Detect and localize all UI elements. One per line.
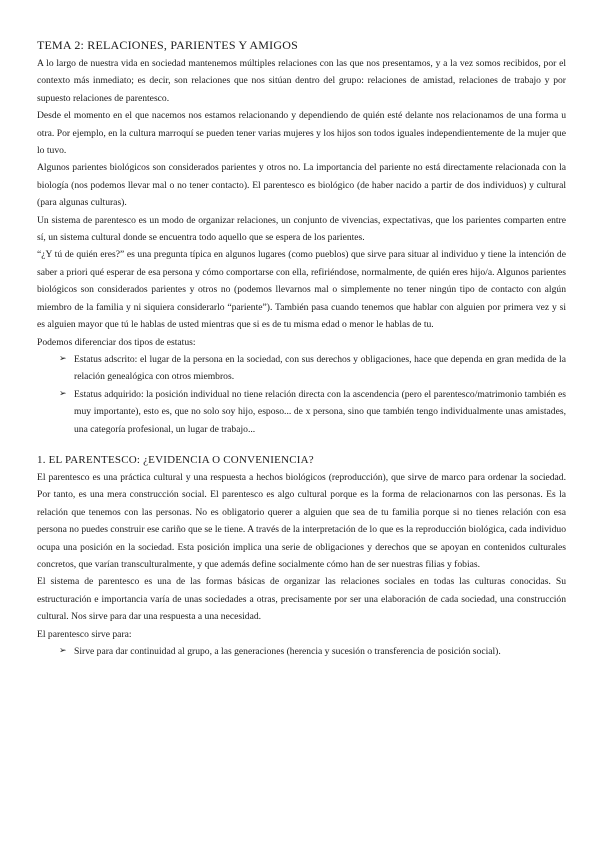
purpose-list (37, 643, 566, 660)
section-spacer (37, 438, 566, 452)
intro-paragraph-2: Desde el momento en el que nacemos nos estamos relacionando y dependiendo de quién esté delante nos relacionamos de una forma u otra. Por ejemplo, en la cultura marroquí se pueden tener varias mujeres y los hijos son todos iguales independientemente de la mujer que lo tuvo. (37, 110, 566, 157)
status-acquired-text: Estatus adquirido: la posición individual no tiene relación directa con la ascendencia (pero el parentesco/matrimonio también es muy importante), esto es, que no solo soy hijo, esposo... de x persona, sino que también tengo individualmente unas amistades, una categoría profesional, un lugar de trabajo... (74, 388, 566, 435)
purpose-intro: El parentesco sirve para: (37, 628, 132, 640)
section1-paragraph-1: El parentesco es una práctica cultural y una respuesta a hechos biológicos (reproducción), que sirve de marco para ordenar la sociedad. Por tanto, es una mera construcción social. El parentesco es algo cultural porque es la forma de relacionarnos con las personas. Es la relación que tenemos con las personas. No es obligatorio querer a alguien que sea de tu familia porque si no tienes relación con esa persona no puedes construir ese cariño que se le tiene. A través de la interpretación de lo que es la reproducción biológica, cada individuo ocupa una posición en la sociedad. Esta posición implica una serie de obligaciones y derechos que se apoyan en contenidos culturales concretos, que varían transculturalmente, y que además define socialmente cómo han de ser nuestras filias y fobias. (37, 471, 566, 570)
status-types-intro: Podemos diferenciar dos tipos de estatus: (37, 336, 196, 348)
intro-paragraph-3: Algunos parientes biológicos son considerados parientes y otros no. La importancia del pariente no está directamente relacionada con la biología (nos podemos llevar mal o no tener contacto). El parentesco es biológico (de haber nacido a partir de dos individuos) y cultural (para algunas culturas). (37, 162, 566, 209)
status-list (37, 351, 566, 438)
status-ascribed-text: Estatus adscrito: el lugar de la persona en la sociedad, con sus derechos y obligaciones, hace que dependa en gran medida de la relación genealógica con otros miembros. (74, 353, 566, 383)
page-title: TEMA 2: RELACIONES, PARIENTES Y AMIGOS (37, 38, 298, 52)
intro-paragraph-1: A lo largo de nuestra vida en sociedad mantenemos múltiples relaciones con las que nos presentamos, y a la vez somos recibidos, por el contexto más inmediato; es decir, son relaciones que nos sitúan dentro del grupo: relaciones de amistad, relaciones de trabajo y por supuesto relaciones de parentesco. (37, 58, 566, 104)
intro-paragraph-5: “¿Y tú de quién eres?” es una pregunta típica en algunos lugares (como pueblos) que sirve para situar al individuo y tiene la intención de saber a priori qué esperar de esa persona y cómo comportarse con ella, refiriéndose, normalmente, de quién eres hijo/a. Algunos parientes biológicos son considerados parientes y otros no (podemos llevarnos mal o simplemente no tener ningún tipo de contacto con algún miembro de la familia y ni siquiera considerarlo “pariente”). También pasa cuando tenemos que hablar con alguien por primera vez y si es alguien mayor que tú le hablas de usted mientras que si es de tu misma edad o menor le hablas de tu. (37, 249, 566, 331)
list-item (59, 351, 566, 386)
intro-paragraph-4: Un sistema de parentesco es un modo de organizar relaciones, un conjunto de vivencias, expectativas, que los parientes comparten entre sí, un sistema cultural donde se encuentra todo aquello que se espera de los parientes. (37, 214, 566, 244)
section-heading: 1. EL PARENTESCO: ¿EVIDENCIA O CONVENIENCIA? (37, 453, 314, 466)
list-item (59, 643, 566, 660)
arrow-bullet-icon: ➢ (59, 353, 67, 364)
list-item (59, 386, 566, 438)
section1-paragraph-2: El sistema de parentesco es una de las formas básicas de organizar las relaciones sociales en todas las culturas conocidas. Su estructuración e importancia varía de unas sociedades a otras, precisamente por ser una elaboración de cada sociedad, una construcción cultural. Nos sirve para dar una respuesta a una necesidad. (37, 576, 566, 623)
arrow-bullet-icon: ➢ (59, 388, 67, 399)
purpose-continuity-text: Sirve para dar continuidad al grupo, a las generaciones (herencia y sucesión o transferencia de posición social). (74, 646, 501, 657)
arrow-bullet-icon: ➢ (59, 646, 67, 656)
